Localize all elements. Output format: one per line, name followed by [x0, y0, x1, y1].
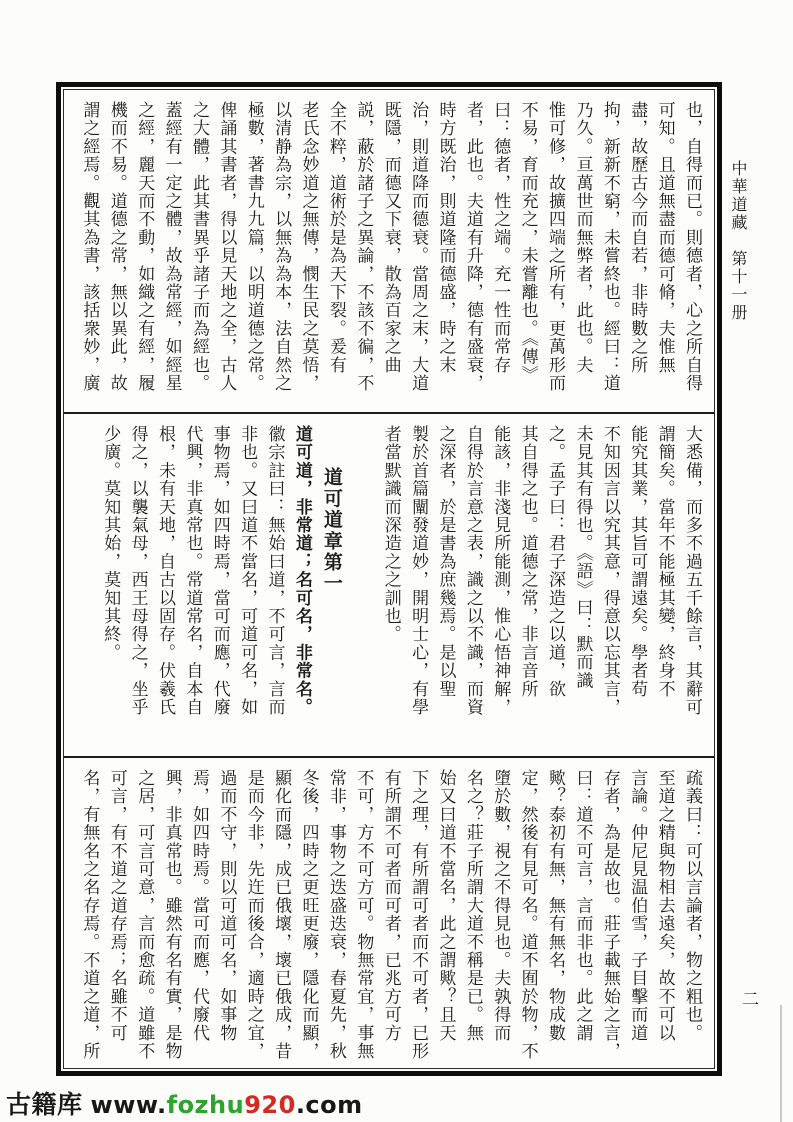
page-frame-inner: [63, 89, 715, 1069]
text-column: 者當默識而深造之之訓也。: [380, 425, 401, 644]
text-column: 過而不守，則以可道可名，如事物: [216, 769, 237, 1042]
text-column: 焉，如四時焉。當可而應，代廢代: [188, 769, 209, 1042]
text-column: 大悉備，而多不過五千餘言，其辭可: [682, 425, 702, 717]
chapter-heading: 道可道章第一: [320, 467, 343, 595]
text-column: 拘，新新不窮，未嘗終也。經曰：道: [599, 101, 620, 393]
text-column: 其自得之也。道德之常，非言音所: [517, 425, 538, 698]
text-column: 有所謂不可者而可者，已兆方可方: [380, 769, 401, 1042]
text-column: 蓋經有一定之體，故為常經，如經星: [161, 101, 182, 393]
text-column: 是而今非，先迕而後合，適時之宜，: [243, 769, 264, 1061]
text-column: 道可道，非常道；名可名，非常名。: [291, 425, 312, 717]
text-column: 疏義曰：可以言論者，物之粗也。: [682, 769, 702, 1042]
text-column: 可知。且道無盡而德可脩，夫惟無: [654, 101, 675, 374]
text-column: 俾誦其書者，得以見天地之全，古人: [216, 101, 237, 393]
text-column: 得之，以襲氣母，西王母得之，坐乎: [127, 425, 148, 717]
text-column: 老氏念妙道之無傳，憫生民之莫悟，: [298, 101, 319, 393]
text-column: 未見其有得也。《語》曰：默而識: [572, 425, 593, 690]
text-column: 事物焉，如四時焉，當可而應，代廢: [209, 425, 230, 717]
text-column: 之。孟子曰：君子深造之以道，欲: [545, 425, 566, 698]
text-column: 根，未有天地，自古以固存。伏羲氏: [154, 425, 175, 717]
text-column: 名之？莊子所謂大道不稱是已。無: [462, 769, 483, 1042]
text-column: 歟？泰初有無，無有無名，物成數: [545, 769, 566, 1042]
text-column: 機而不易。道德之常，無以異此，故: [106, 101, 127, 393]
text-column: 不易，育而充之，未嘗離也。《傳》: [517, 101, 538, 384]
text-column: 惟可修，故擴四端之所有，更萬形而: [545, 101, 566, 393]
volume-title: 中華道藏 第十一册: [729, 160, 748, 322]
watermark: [6, 1085, 363, 1121]
text-column: 之經，麗天而不動，如織之有經，履: [134, 101, 155, 393]
text-column: 極數，著書九九篇，以明道德之常。: [243, 101, 264, 393]
watermark-url-tld: .com: [295, 1091, 363, 1119]
text-column: 時方既治，則道隆而德盛，時之末: [435, 101, 456, 374]
text-column: 顯化而隱，成已俄壞，壞已俄成，昔: [271, 769, 292, 1061]
text-column: 謂之經焉。觀其為書，該括衆妙，廣: [79, 101, 100, 393]
text-section-top: [64, 90, 714, 412]
text-column: 自得於言意之表，識之以不識，而資: [462, 425, 483, 717]
text-column: 始又曰道不當名，此之謂歟？且天: [435, 769, 456, 1042]
text-column: 曰：道不可言，言而非也。此之謂: [572, 769, 593, 1042]
text-column: 冬後，四時之更旺更廢，隱化而顯，: [298, 769, 319, 1061]
text-column: 不可，方不可方可。物無常宜，事無: [353, 769, 374, 1061]
watermark-url-www: www.: [90, 1091, 167, 1119]
text-column: 常非，事物之迭盛迭衰，春夏先，秋: [325, 769, 346, 1061]
folio-number: 二: [742, 990, 759, 1010]
text-column: [349, 425, 376, 750]
text-column: 治，則道降而德衰。當周之末，大道: [408, 101, 429, 393]
text-column: 之深者，於是書為庶幾焉。是以聖: [435, 425, 456, 698]
text-column: 不知因言以究其意，得意以忘其言，: [599, 425, 620, 717]
text-column: 存者，為是故也。莊子載無始之言，: [599, 769, 620, 1061]
text-column: 墮於數，視之不得見也。夫孰得而: [490, 769, 511, 1042]
text-column: 乃久。亘萬世而無弊者，此也。夫: [572, 101, 593, 374]
page-frame: [56, 82, 722, 1076]
scan-edge-artifact: [780, 1005, 782, 1122]
text-column: 非也。又曰道不當名，可道可名，如: [237, 425, 258, 717]
text-column: 以清静為宗，以無為為本，法自然之: [271, 101, 292, 393]
text-column: 盡，故歷古今而自若，非時數之所: [627, 101, 648, 374]
text-column: 興，非真常也。雖然有名有實，是物: [161, 769, 182, 1061]
text-column: 既隱，而德又下衰，散為百家之曲: [380, 101, 401, 374]
text-section-bottom: [64, 758, 714, 1068]
text-column: 之居，可言可意，言而愈疏。道雖不: [134, 769, 155, 1061]
text-column: 全不粹，道術於是為天下裂。爰有: [325, 101, 346, 374]
text-column: 名，有無名之名存焉。不道之道，所: [79, 769, 100, 1061]
text-column: 可言，有不道之道存焉；名雖不可: [106, 769, 127, 1042]
text-column: 製於首篇闡發道妙，開明士心，有學: [408, 425, 429, 717]
text-column: 少廣。莫知其始，莫知其終。: [100, 425, 121, 662]
text-column: 代興，非真常也。常道常名，自本自: [182, 425, 203, 717]
watermark-url-red: 920: [244, 1091, 296, 1119]
watermark-library-label: 古籍库: [6, 1090, 83, 1119]
text-column: 説，蔽於諸子之異論，不該不徧，不: [353, 101, 374, 393]
text-column: 定，然後有見可名。道不囿於物，不: [517, 769, 538, 1061]
text-section-middle: [64, 414, 714, 756]
watermark-url-green: fozhu: [166, 1091, 245, 1119]
text-column: 也，自得而已。則德者，心之所自得: [682, 101, 702, 393]
text-column: 能究其業，其旨可謂遠矣。學者苟: [627, 425, 648, 698]
text-column: 徽宗註曰：無始曰道，不可言，言而: [264, 425, 285, 717]
text-column: 者，此也。夫道有升降，德有盛衰，: [462, 101, 483, 393]
text-column: 能該，非淺見所能測，惟心悟神解，: [490, 425, 511, 717]
text-column: 下之理，有所謂可者而不可者，已形: [408, 769, 429, 1061]
text-column: 曰：德者，性之端。充一性而常存: [490, 101, 511, 374]
text-column: 之大體，此其書異乎諸子而為經也。: [188, 101, 209, 393]
text-column: 至道之精與物相去遠矣，故不可以: [654, 769, 675, 1042]
text-column: 言論。仲尼見温伯雪，子目擊而道: [627, 769, 648, 1042]
text-column: 謂簡矣。當年不能極其變，終身不: [654, 425, 675, 698]
